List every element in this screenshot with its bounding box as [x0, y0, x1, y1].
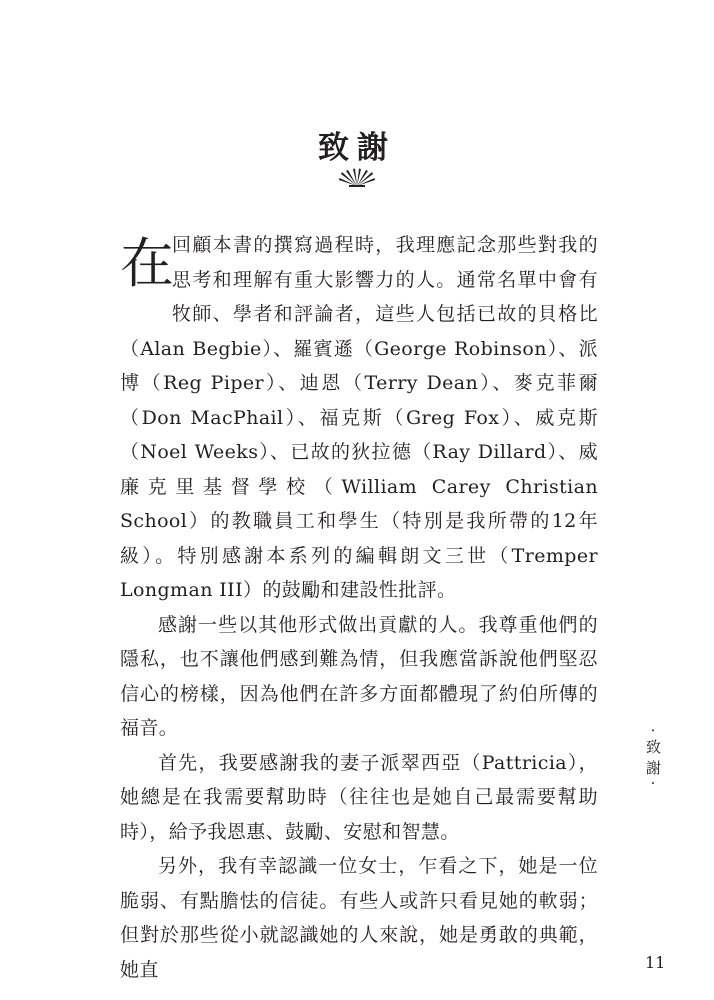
paragraph-3: 首先，我要感謝我的妻子派翠西亞（Pattricia），她總是在我需要幫助時（往往也是她自己最需要幫助時），給予我恩惠、鼓勵、安慰和智慧。 — [120, 751, 598, 843]
paragraph-1-text: 回顧本書的撰寫過程時，我理應記念那些對我的思考和理解有重大影響力的人。通常名單中會有牧師、學者和評論者，這些人包括已故的貝格比（Alan Begbie）、羅賓遜（George Robinson）、派博（Reg Piper）、迪恩（Terry Dean）、麥克菲爾（Don MacPhail）、福克斯（Greg Fox）、威克斯（Noel Weeks）、已故的狄拉德（Ray Dillard）、威廉克里基督學校（William Carey Christian School）的教職員工和學生（特別是我所帶的12年級）。特別感謝本系列的編輯朗文三世（Tremper Longman III）的鼓勵和建設性批評。 — [120, 234, 598, 601]
paragraph-4: 另外，我有幸認識一位女士，乍看之下，她是一位脆弱、有點膽怯的信徒。有些人或許只看見她的軟弱；但對於那些從小就認識她的人來說，她是勇敢的典範，她直 — [120, 855, 598, 981]
paragraph-2: 感謝一些以其他形式做出貢獻的人。我尊重他們的隱私，也不讓他們感到難為情，但我應當訴說他們堅忍信心的榜樣，因為他們在許多方面都體現了約伯所傳的福音。 — [120, 613, 598, 739]
drop-cap: 在 — [120, 232, 175, 295]
paragraph-1 — [120, 228, 598, 608]
body-text — [120, 228, 598, 987]
page-number: 11 — [645, 953, 666, 972]
running-head-label: ·致謝· — [644, 728, 662, 792]
chapter-title: 致謝 — [318, 130, 396, 166]
fan-ornament-icon — [337, 168, 377, 188]
